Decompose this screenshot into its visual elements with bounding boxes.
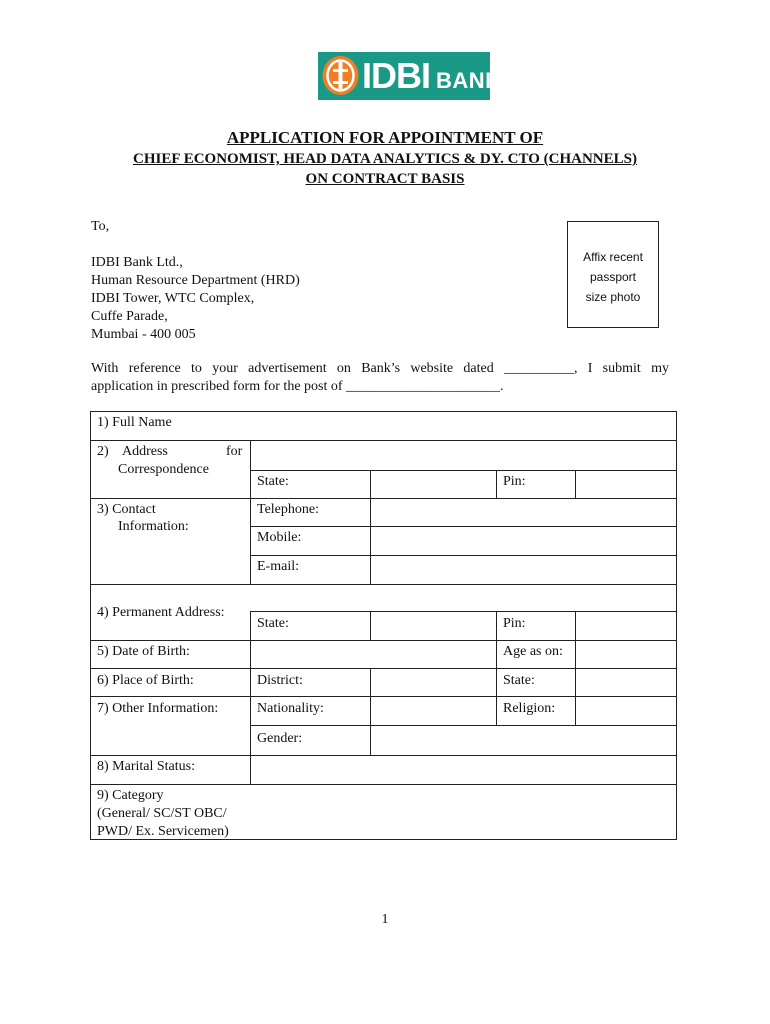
- label-date-of-birth: 5) Date of Birth:: [97, 644, 190, 659]
- reference-line-1: With reference to your advertisement on Bank’s website dated __________, I submit my: [91, 361, 669, 376]
- label-email: E-mail:: [257, 559, 299, 574]
- title-line-3: ON CONTRACT BASIS: [305, 171, 465, 187]
- label-contact: 3) Contact: [97, 502, 156, 517]
- label-address-for: for: [226, 444, 243, 459]
- address-line-1: IDBI Bank Ltd.,: [91, 255, 183, 270]
- photo-text-line-3: size photo: [585, 290, 641, 304]
- photo-text-line-2: passport: [589, 270, 637, 284]
- idbi-bank-logo: [318, 52, 502, 100]
- label-religion: Religion:: [503, 701, 556, 716]
- label-age-as-on: Age as on:: [503, 644, 563, 659]
- label-mobile: Mobile:: [257, 530, 302, 545]
- label-birth-state: State:: [503, 673, 535, 688]
- address-line-2: Human Resource Department (HRD): [91, 273, 300, 288]
- label-marital-status: 8) Marital Status:: [97, 759, 195, 774]
- label-address-word: Address: [122, 444, 168, 459]
- label-corr-pin: Pin:: [503, 474, 526, 489]
- photo-text-line-1: Affix recent: [583, 250, 643, 264]
- address-line-5: Mumbai - 400 005: [91, 327, 196, 342]
- photo-placeholder-box: [567, 221, 659, 328]
- label-other-information: 7) Other Information:: [97, 701, 219, 716]
- label-perm-state: State:: [257, 616, 289, 631]
- logo-brand-text: IDBI: [362, 55, 430, 96]
- title-line-2: CHIEF ECONOMIST, HEAD DATA ANALYTICS & DY. CTO (CHANNELS): [133, 151, 637, 167]
- label-correspondence: Correspondence: [118, 462, 209, 477]
- label-address-num: 2): [97, 444, 109, 459]
- label-full-name: 1) Full Name: [97, 415, 172, 430]
- label-category-options-2: PWD/ Ex. Servicemen): [97, 824, 229, 839]
- label-place-of-birth: 6) Place of Birth:: [97, 673, 194, 688]
- label-category: 9) Category: [97, 788, 164, 803]
- title-line-1: APPLICATION FOR APPOINTMENT OF: [226, 128, 544, 147]
- label-contact-information: Information:: [118, 519, 189, 534]
- address-line-4: Cuffe Parade,: [91, 309, 168, 324]
- page-number: 1: [381, 912, 389, 927]
- address-line-3: IDBI Tower, WTC Complex,: [91, 291, 255, 306]
- salutation-to: To,: [91, 219, 110, 234]
- label-telephone: Telephone:: [257, 502, 319, 517]
- label-perm-pin: Pin:: [503, 616, 526, 631]
- label-corr-state: State:: [257, 474, 289, 489]
- label-category-options-1: (General/ SC/ST OBC/: [97, 806, 227, 821]
- label-permanent-address: 4) Permanent Address:: [97, 605, 225, 620]
- label-nationality: Nationality:: [257, 701, 324, 716]
- label-district: District:: [257, 673, 303, 688]
- label-gender: Gender:: [257, 731, 303, 746]
- logo-suffix-text: BANK: [436, 68, 502, 93]
- idbi-emblem-icon: [321, 55, 360, 96]
- reference-line-2: application in prescribed form for the post of ______________________.: [91, 379, 504, 394]
